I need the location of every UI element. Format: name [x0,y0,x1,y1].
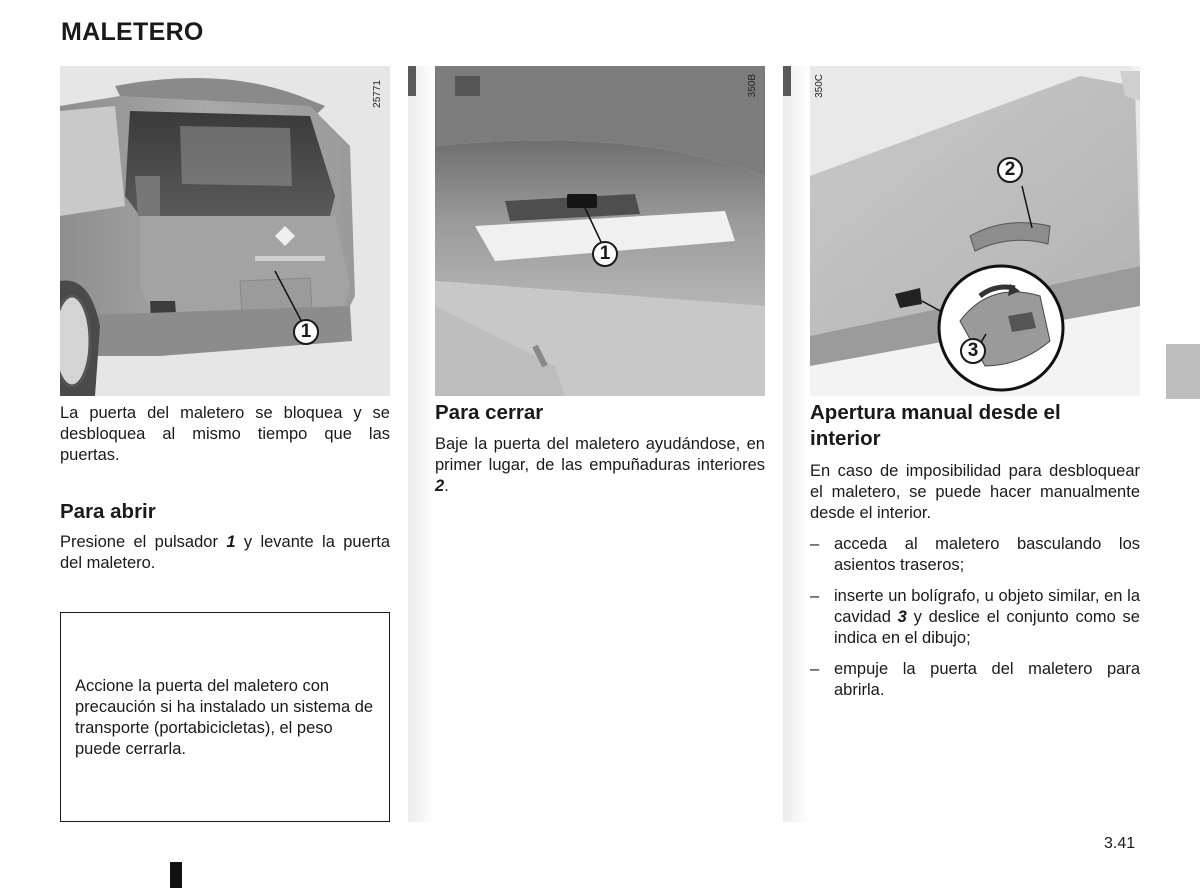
figure-code: 25771 [372,80,383,108]
callout-1: 1 [592,241,618,267]
figure-tailgate-handle [435,66,765,396]
callout-3: 3 [960,338,986,364]
figure-code: 350B [747,74,758,98]
column-1-text [60,403,390,574]
heading-para-cerrar: Para cerrar [435,401,544,424]
reference-number: 2 [435,477,445,495]
footer-mark [170,862,182,888]
page-title: MALETERO [61,18,204,46]
tailgate-illustration [435,66,765,396]
reference-number: 3 [897,608,907,626]
figure-code: 350C [814,74,825,98]
warning-text: Accione la puerta del maletero con precaución si ha instalado un sistema de transporte (portabicicletas), el peso puede cerrarla. [75,677,374,758]
car-rear-illustration [60,66,390,396]
column-shade-2 [408,66,434,822]
column-shade-3 [783,66,809,822]
callout-2: 2 [997,157,1023,183]
heading-para-abrir: Para abrir [60,500,156,523]
column-2-text [435,400,765,497]
column-3-text [810,400,1140,711]
apertura-intro: En caso de imposibilidad para desbloquear el maletero, se puede hacer manualmente desde el interior. [810,462,1140,522]
reference-number: 1 [226,533,236,551]
list-item: – acceda al maletero basculando los asientos traseros; [810,535,1140,574]
chapter-tab [1166,344,1200,399]
figure-tailgate-interior [810,66,1140,396]
warning-box [60,612,390,822]
intro-paragraph: La puerta del maletero se bloquea y se desbloquea al mismo tiempo que las puertas. [60,404,390,464]
para-abrir-text: Presione el pulsador 1 y levante la puerta del maletero. [60,533,391,572]
column-separator-1 [408,66,416,96]
list-item: – empuje la puerta del maletero para abrirla. [810,660,1140,699]
apertura-steps [810,534,1140,701]
callout-1: 1 [293,319,319,345]
list-item: – inserte un bolígrafo, u objeto similar, en la cavidad 3 y deslice el conjunto como se indica en el dibujo; [810,587,1140,647]
column-separator-2 [783,66,791,96]
heading-apertura-manual: Apertura manual desde el interior [810,401,1061,450]
page-number: 3.41 [1104,835,1136,852]
figure-car-rear [60,66,390,396]
para-cerrar-text: Baje la puerta del maletero ayudándose, en primer lugar, de las empuñaduras interiores 2. [435,435,765,495]
